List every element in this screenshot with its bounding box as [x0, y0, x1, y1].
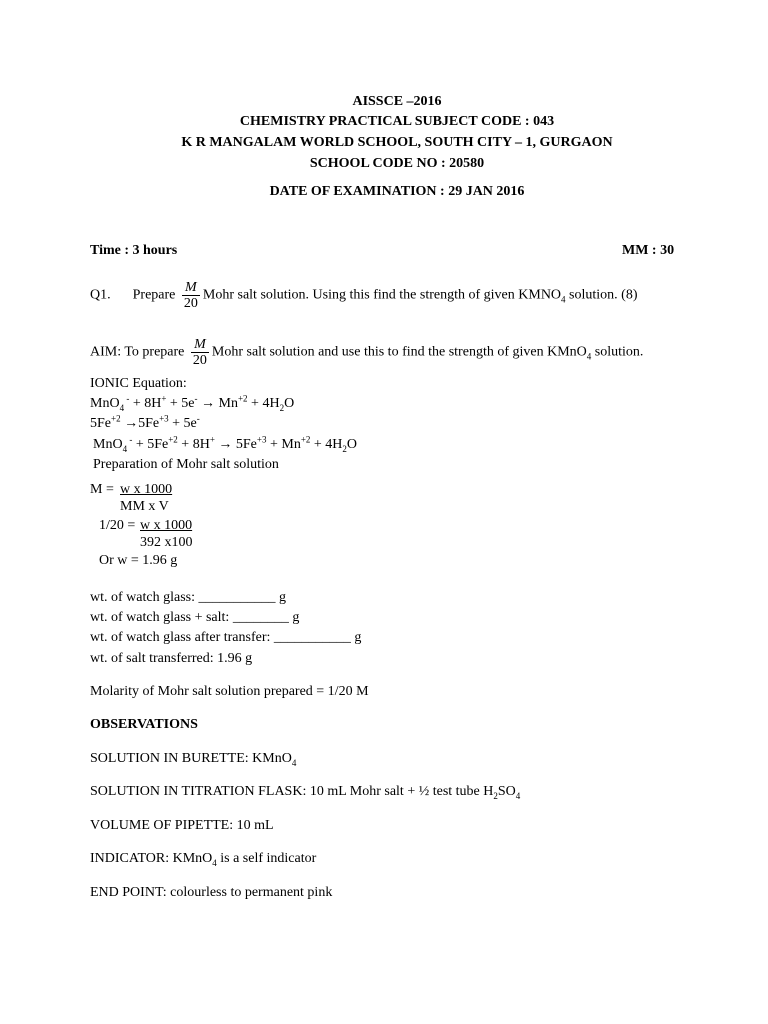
ratio-label: 1/20 =: [99, 518, 136, 533]
burette-solution: SOLUTION IN BURETTE: KMnO$_4$: [90, 751, 297, 768]
arrow-icon: →: [214, 437, 236, 452]
question-prepare: Prepare: [132, 287, 176, 303]
school-code: SCHOOL CODE NO : 20580: [309, 156, 485, 171]
weight-line: wt. of watch glass: ___________ g: [90, 590, 286, 605]
ionic-heading: IONIC Equation:: [90, 376, 187, 391]
header-line-1: AISSCE –2016: [352, 94, 442, 109]
aim-text-end: solution.: [591, 344, 644, 360]
preparation-heading: Preparation of Mohr salt solution: [93, 457, 279, 472]
fraction: $\frac{M}{20}$: [183, 280, 198, 311]
observations-heading: OBSERVATIONS: [90, 717, 198, 732]
molarity-statement: Molarity of Mohr salt solution prepared = 1/20 M: [90, 684, 369, 699]
equation-2: $5Fe^{+2} \to 5Fe^{+3} + 5e^-$: [90, 413, 200, 431]
exam-date: DATE OF EXAMINATION : 29 JAN 2016: [269, 184, 525, 199]
pipette-volume: VOLUME OF PIPETTE: 10 mL: [90, 818, 274, 833]
equation-3: MnO$_4$ $^- + 5Fe^{+2} + 8H^+ \to 5Fe^{+3} + Mn^{+2} + 4H_2O$: [93, 434, 358, 454]
aim-label: AIM: To prepare: [90, 344, 185, 360]
fraction: $\frac{M}{20}$: [192, 337, 207, 368]
max-marks: MM : 30: [622, 243, 675, 258]
question-number: Q1.: [90, 287, 111, 303]
arrow-icon: →: [197, 396, 219, 411]
school-name: K R MANGALAM WORLD SCHOOL, SOUTH CITY – 1, GURGAON: [181, 135, 613, 150]
molarity-formula-numerator: w x 1000: [120, 482, 173, 497]
indicator: INDICATOR: KMnO$_4$ is a self indicator: [90, 851, 317, 868]
question-text: Mohr salt solution. Using this find the strength of given KMNO: [202, 287, 562, 303]
ratio-denominator: 392 x100: [140, 535, 193, 550]
weight-line: wt. of watch glass + salt: ________ g: [90, 610, 300, 625]
molarity-formula-denominator: MM x V: [120, 499, 169, 514]
time-label: Time : 3 hours: [90, 243, 178, 258]
weight-line: wt. of watch glass after transfer: ___________ g: [90, 630, 362, 645]
question-1: [90, 280, 638, 311]
question-marks: solution. (8): [565, 287, 638, 303]
weight-result: Or w = 1.96 g: [99, 553, 178, 568]
flask-solution: SOLUTION IN TITRATION FLASK: 10 mL Mohr salt + ½ test tube $H_2SO_4$: [90, 784, 521, 801]
header-line-2: CHEMISTRY PRACTICAL SUBJECT CODE : 043: [239, 114, 555, 129]
molarity-formula-label: M =: [90, 482, 114, 497]
aim: [90, 337, 643, 368]
end-point: END POINT: colourless to permanent pink: [90, 885, 333, 900]
ratio-numerator: w x 1000: [140, 518, 193, 533]
aim-text: Mohr salt solution and use this to find the strength of given KMnO: [211, 344, 587, 360]
arrow-icon: →: [120, 416, 139, 431]
subscript: 4: [561, 294, 566, 305]
equation-1: MnO$_4$ $^- + 8H^+ + 5e^- \to Mn^{+2} + 4H_2O$: [90, 393, 295, 413]
subscript: 4: [586, 351, 592, 362]
weight-line: wt. of salt transferred: 1.96 g: [90, 651, 253, 666]
